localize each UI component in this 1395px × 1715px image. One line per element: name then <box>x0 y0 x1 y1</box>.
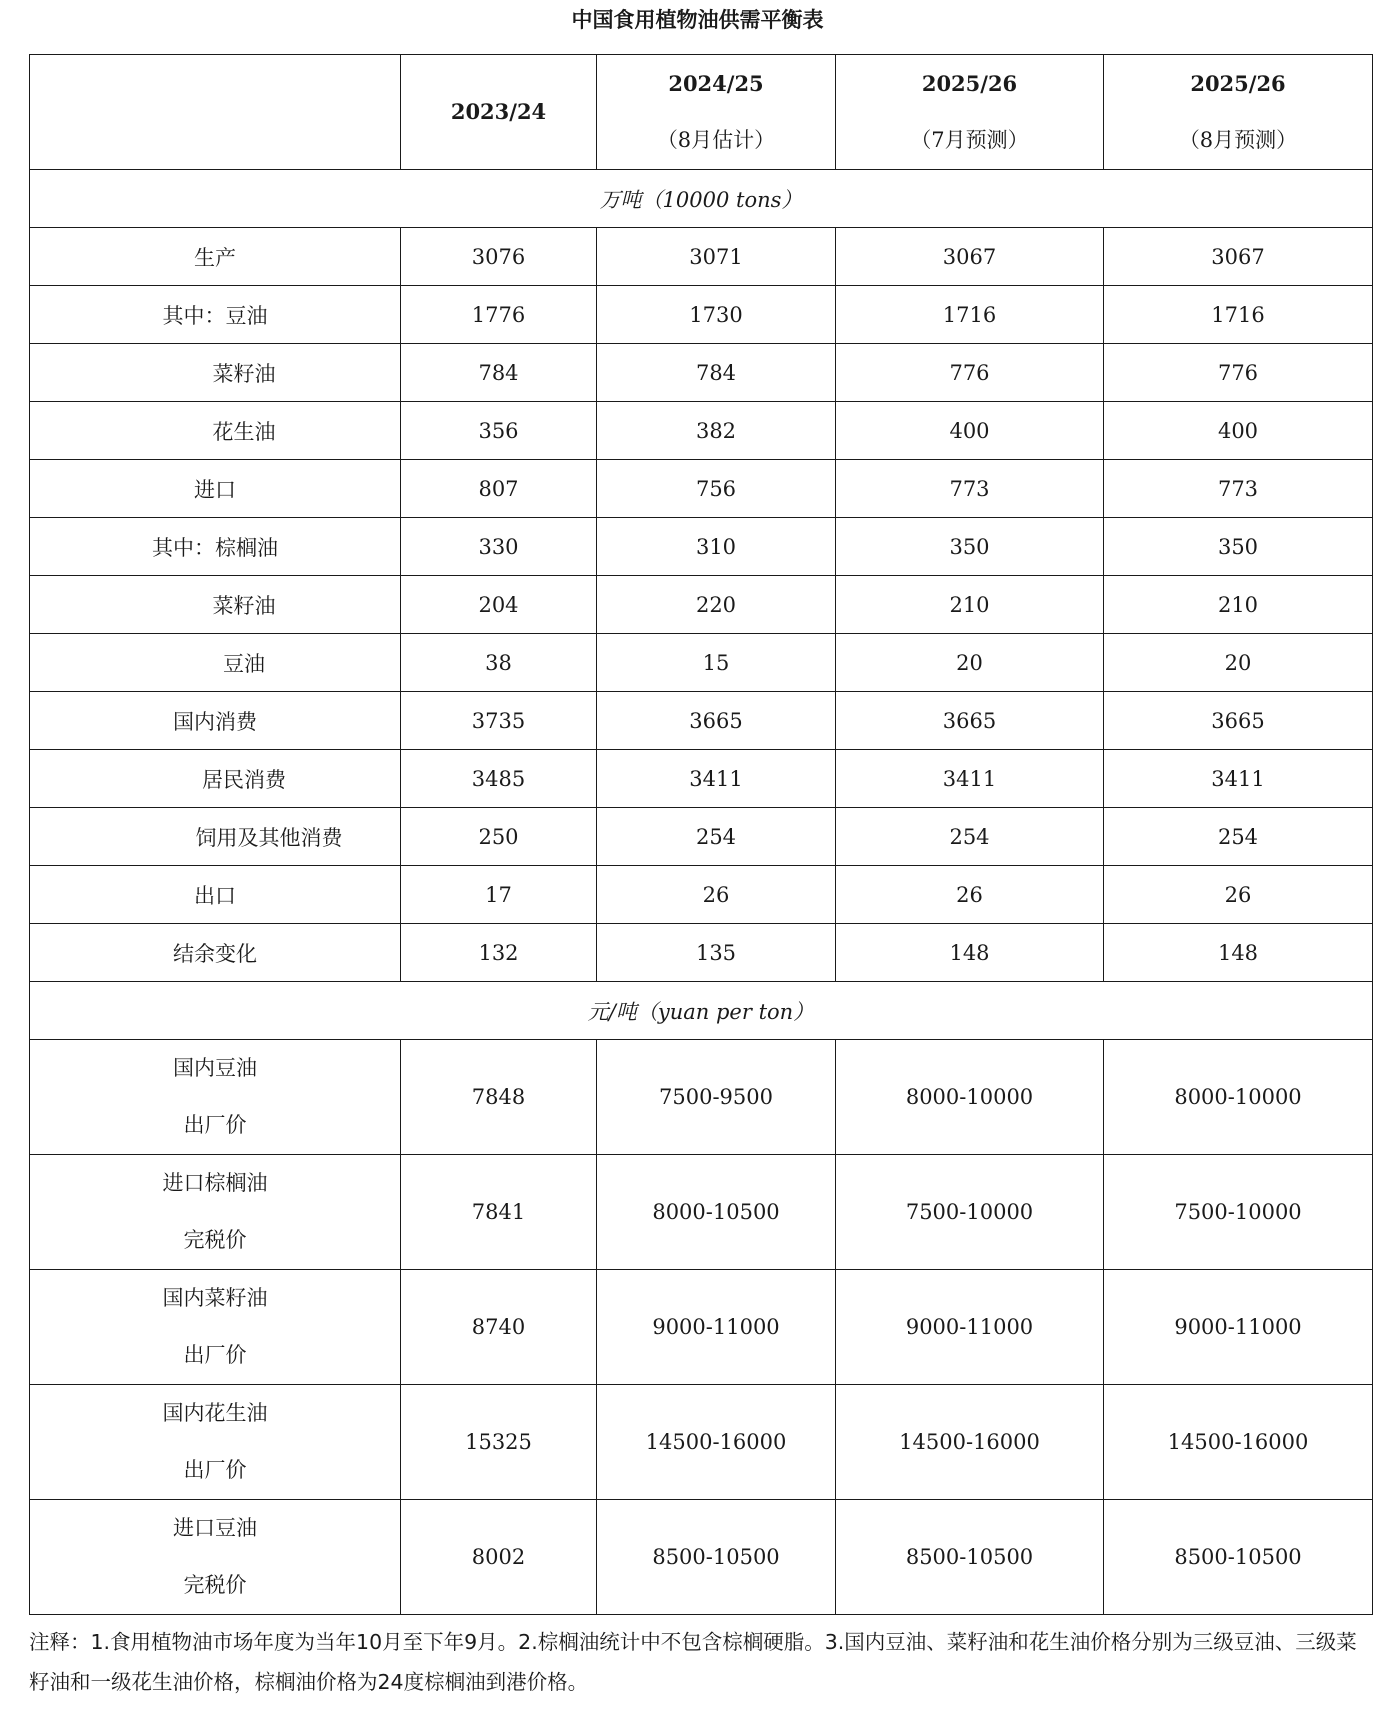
table-row <box>30 402 1373 460</box>
value-cell: 20 <box>836 634 1104 692</box>
value-cell: 400 <box>1104 402 1373 460</box>
row-label: 生产 <box>30 228 401 286</box>
value-cell: 204 <box>401 576 597 634</box>
value-cell: 3411 <box>836 750 1104 808</box>
table-row <box>30 1270 1373 1385</box>
value-cell: 3076 <box>401 228 597 286</box>
price-value-cell: 7848 <box>401 1040 597 1155</box>
value-cell: 776 <box>836 344 1104 402</box>
price-value-cell: 8000-10000 <box>836 1040 1104 1155</box>
price-value-cell: 8500-10500 <box>836 1500 1104 1615</box>
value-cell: 20 <box>1104 634 1373 692</box>
value-cell: 254 <box>836 808 1104 866</box>
row-label: 居民消费 <box>30 750 401 808</box>
value-cell: 210 <box>836 576 1104 634</box>
value-cell: 220 <box>597 576 836 634</box>
unit-row-price <box>30 982 1373 1040</box>
price-value-cell: 14500-16000 <box>836 1385 1104 1500</box>
table-row <box>30 1500 1373 1615</box>
table-row <box>30 576 1373 634</box>
table-row <box>30 750 1373 808</box>
row-label: 国内消费 <box>30 692 401 750</box>
price-value-cell: 8000-10000 <box>1104 1040 1373 1155</box>
unit-label-price: 元/吨（yuan per ton） <box>587 999 815 1024</box>
value-cell: 26 <box>597 866 836 924</box>
value-cell: 3067 <box>836 228 1104 286</box>
price-row-label <box>30 1155 401 1270</box>
price-value-cell: 14500-16000 <box>597 1385 836 1500</box>
unit-label-volume: 万吨（10000 tons） <box>599 187 803 212</box>
price-value-cell: 7500-9500 <box>597 1040 836 1155</box>
table-title: 中国食用植物油供需平衡表 <box>571 8 824 32</box>
table-row <box>30 634 1373 692</box>
value-cell: 807 <box>401 460 597 518</box>
row-label: 其中：豆油 <box>30 286 401 344</box>
header-cell <box>836 55 1104 170</box>
header-cell <box>1104 55 1373 170</box>
value-cell: 400 <box>836 402 1104 460</box>
price-row-label <box>30 1385 401 1500</box>
value-cell: 330 <box>401 518 597 576</box>
value-cell: 310 <box>597 518 836 576</box>
value-cell: 382 <box>597 402 836 460</box>
header-blank-cell <box>30 55 401 170</box>
value-cell: 26 <box>1104 866 1373 924</box>
price-label-type: 出厂价 <box>183 1343 247 1367</box>
price-row-label <box>30 1270 401 1385</box>
header-cell <box>597 55 836 170</box>
value-cell: 3665 <box>1104 692 1373 750</box>
price-value-cell: 8002 <box>401 1500 597 1615</box>
unit-cell <box>30 982 1373 1040</box>
value-cell: 350 <box>836 518 1104 576</box>
unit-row-volume <box>30 170 1373 228</box>
table-row <box>30 866 1373 924</box>
price-value-cell: 9000-11000 <box>1104 1270 1373 1385</box>
table-row <box>30 518 1373 576</box>
table-row <box>30 808 1373 866</box>
table-row <box>30 228 1373 286</box>
price-label-product: 进口棕榈油 <box>162 1171 268 1195</box>
row-label: 菜籽油 <box>30 344 401 402</box>
value-cell: 350 <box>1104 518 1373 576</box>
price-value-cell: 9000-11000 <box>597 1270 836 1385</box>
header-row <box>30 55 1373 170</box>
price-value-cell: 15325 <box>401 1385 597 1500</box>
price-section <box>30 1040 1373 1615</box>
header-note: （7月预测） <box>910 128 1029 152</box>
row-label: 其中：棕榈油 <box>30 518 401 576</box>
row-label: 结余变化 <box>30 924 401 982</box>
table-row <box>30 1155 1373 1270</box>
value-cell: 3067 <box>1104 228 1373 286</box>
price-label-product: 国内豆油 <box>173 1056 257 1080</box>
value-cell: 3485 <box>401 750 597 808</box>
value-cell: 1716 <box>836 286 1104 344</box>
table-row <box>30 924 1373 982</box>
price-value-cell: 9000-11000 <box>836 1270 1104 1385</box>
price-value-cell: 7500-10000 <box>1104 1155 1373 1270</box>
price-label-type: 完税价 <box>183 1228 247 1252</box>
supply-demand-table <box>29 54 1373 1615</box>
price-row-label <box>30 1040 401 1155</box>
header-year: 2025/26 <box>921 71 1018 96</box>
table-row <box>30 692 1373 750</box>
value-cell: 356 <box>401 402 597 460</box>
unit-cell <box>30 170 1373 228</box>
value-cell: 26 <box>836 866 1104 924</box>
table-row <box>30 1385 1373 1500</box>
price-value-cell: 8500-10500 <box>597 1500 836 1615</box>
row-label: 花生油 <box>30 402 401 460</box>
value-cell: 254 <box>597 808 836 866</box>
header-note: （8月估计） <box>656 128 776 152</box>
value-cell: 250 <box>401 808 597 866</box>
value-cell: 15 <box>597 634 836 692</box>
value-cell: 17 <box>401 866 597 924</box>
price-value-cell: 8000-10500 <box>597 1155 836 1270</box>
price-value-cell: 14500-16000 <box>1104 1385 1373 1500</box>
value-cell: 773 <box>836 460 1104 518</box>
value-cell: 3411 <box>1104 750 1373 808</box>
price-value-cell: 8500-10500 <box>1104 1500 1373 1615</box>
price-value-cell: 7841 <box>401 1155 597 1270</box>
value-cell: 148 <box>1104 924 1373 982</box>
price-label-product: 进口豆油 <box>173 1516 257 1540</box>
value-cell: 135 <box>597 924 836 982</box>
price-value-cell: 8740 <box>401 1270 597 1385</box>
value-cell: 132 <box>401 924 597 982</box>
price-label-type: 完税价 <box>183 1573 247 1597</box>
row-label: 菜籽油 <box>30 576 401 634</box>
value-cell: 1776 <box>401 286 597 344</box>
header-year: 2023/24 <box>450 99 547 124</box>
volume-section <box>30 228 1373 982</box>
value-cell: 1730 <box>597 286 836 344</box>
header-year: 2025/26 <box>1190 71 1286 96</box>
value-cell: 776 <box>1104 344 1373 402</box>
footnote: 注释：1.食用植物油市场年度为当年10月至下年9月。2.棕榈油统计中不包含棕榈硬脂。3.国内豆油、菜籽油和花生油价格分别为三级豆油、三级菜籽油和一级花生油价格，棕榈油价格为24度棕榈油到港价格。 <box>29 1630 1357 1694</box>
row-label: 饲用及其他消费 <box>30 808 401 866</box>
table-row <box>30 344 1373 402</box>
price-value-cell: 7500-10000 <box>836 1155 1104 1270</box>
value-cell: 1716 <box>1104 286 1373 344</box>
price-label-product: 国内花生油 <box>162 1401 268 1425</box>
price-label-type: 出厂价 <box>183 1113 247 1137</box>
header-year: 2024/25 <box>668 71 764 96</box>
value-cell: 3071 <box>597 228 836 286</box>
value-cell: 38 <box>401 634 597 692</box>
value-cell: 784 <box>401 344 597 402</box>
value-cell: 756 <box>597 460 836 518</box>
value-cell: 210 <box>1104 576 1373 634</box>
value-cell: 784 <box>597 344 836 402</box>
price-row-label <box>30 1500 401 1615</box>
value-cell: 254 <box>1104 808 1373 866</box>
header-note: （8月预测） <box>1178 128 1298 152</box>
value-cell: 3665 <box>597 692 836 750</box>
row-label: 出口 <box>30 866 401 924</box>
value-cell: 3735 <box>401 692 597 750</box>
value-cell: 3411 <box>597 750 836 808</box>
price-label-type: 出厂价 <box>183 1458 247 1482</box>
value-cell: 3665 <box>836 692 1104 750</box>
value-cell: 148 <box>836 924 1104 982</box>
table-row <box>30 286 1373 344</box>
row-label: 进口 <box>30 460 401 518</box>
table-row <box>30 460 1373 518</box>
header-cell <box>401 55 597 170</box>
row-label: 豆油 <box>30 634 401 692</box>
price-label-product: 国内菜籽油 <box>162 1286 268 1310</box>
value-cell: 773 <box>1104 460 1373 518</box>
table-row <box>30 1040 1373 1155</box>
